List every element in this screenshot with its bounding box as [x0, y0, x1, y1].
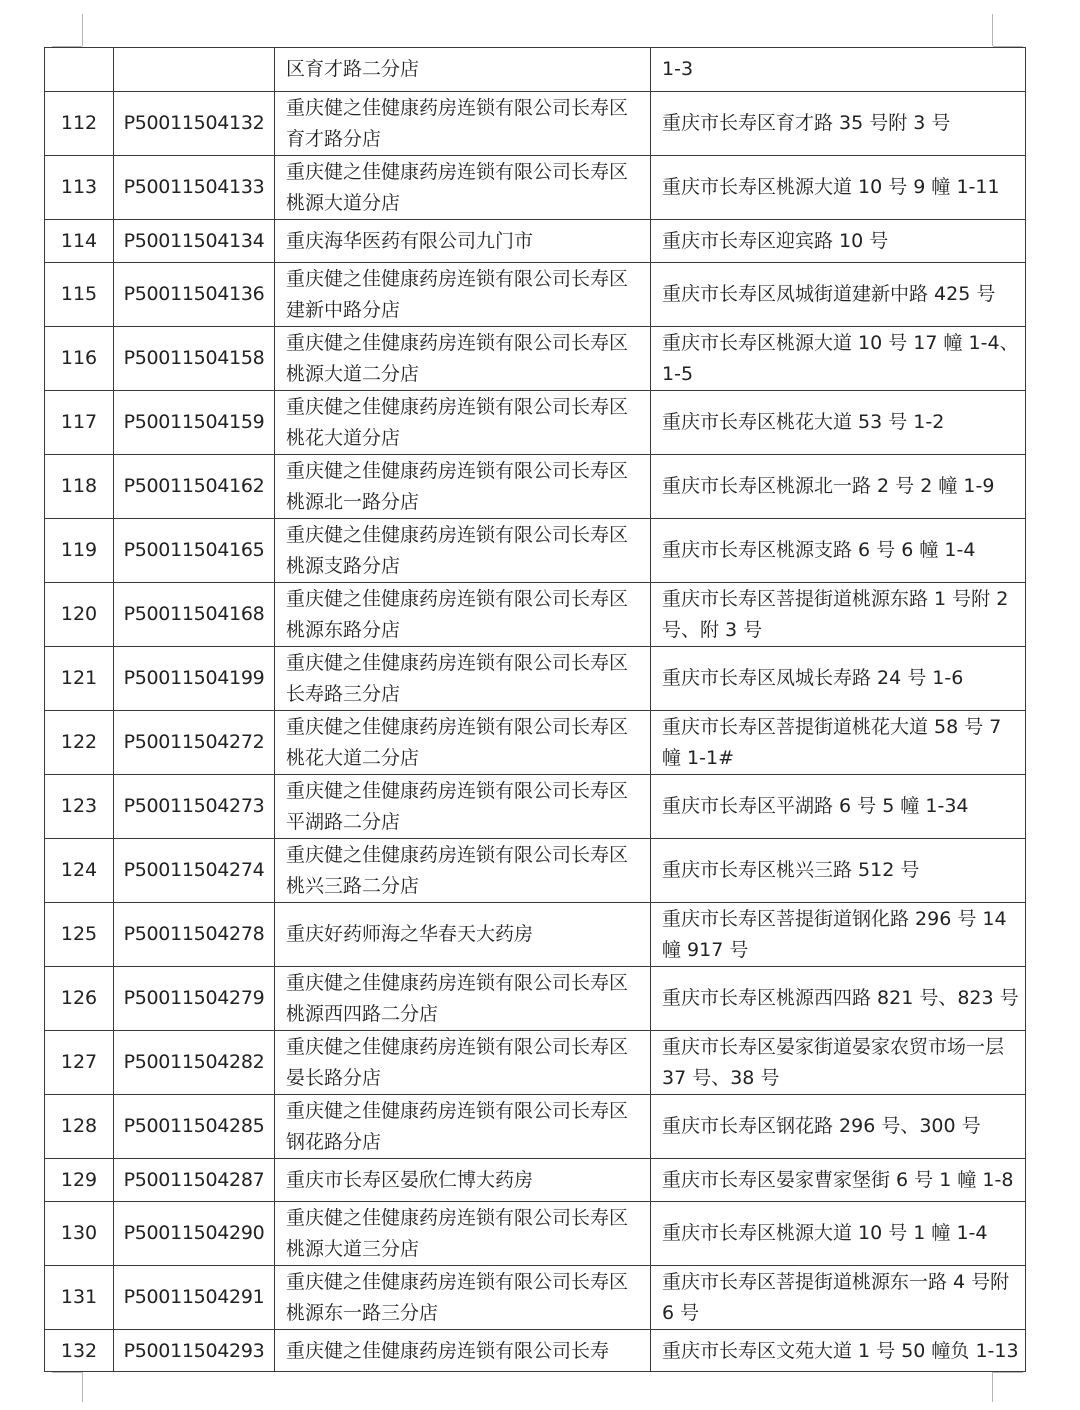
- table-row: [45, 1095, 1026, 1159]
- pharmacy-name-cell: 重庆健之佳健康药房连锁有限公司长寿区桃源大道分店: [275, 156, 651, 220]
- pharmacy-name-cell: 重庆海华医药有限公司九门市: [275, 220, 651, 263]
- address-cell: 重庆市长寿区桃兴三路 512 号: [651, 839, 1026, 903]
- table-row: [45, 92, 1026, 156]
- serial-number-cell: 117: [45, 391, 114, 455]
- code-cell: P50011504134: [114, 220, 275, 263]
- pharmacy-name-cell: 重庆健之佳健康药房连锁有限公司长寿: [275, 1330, 651, 1372]
- code-cell: P50011504273: [114, 775, 275, 839]
- table-row: [45, 1202, 1026, 1266]
- table-row: [45, 156, 1026, 220]
- serial-number-cell: 116: [45, 327, 114, 391]
- code-cell: P50011504293: [114, 1330, 275, 1372]
- table-row: [45, 455, 1026, 519]
- pharmacy-name-cell: 重庆健之佳健康药房连锁有限公司长寿区平湖路二分店: [275, 775, 651, 839]
- crop-mark-bottom-right-vertical: [992, 1372, 993, 1402]
- serial-number-cell: 127: [45, 1031, 114, 1095]
- address-cell: 重庆市长寿区文苑大道 1 号 50 幢负 1-13: [651, 1330, 1026, 1372]
- code-cell: P50011504159: [114, 391, 275, 455]
- crop-mark-top-right-vertical: [992, 14, 993, 46]
- serial-number-cell: 126: [45, 967, 114, 1031]
- table-row: [45, 1266, 1026, 1330]
- code-cell: P50011504282: [114, 1031, 275, 1095]
- table-row: [45, 967, 1026, 1031]
- table-row-continued: [45, 48, 1026, 92]
- address-cell: 重庆市长寿区菩提街道桃源东一路 4 号附 6 号: [651, 1266, 1026, 1330]
- code-cell: P50011504162: [114, 455, 275, 519]
- code-cell: P50011504287: [114, 1159, 275, 1202]
- address-cell: 重庆市长寿区晏家曹家堡街 6 号 1 幢 1-8: [651, 1159, 1026, 1202]
- table-row: [45, 220, 1026, 263]
- table-row: [45, 839, 1026, 903]
- serial-number-cell: 130: [45, 1202, 114, 1266]
- address-cell: 重庆市长寿区平湖路 6 号 5 幢 1-34: [651, 775, 1026, 839]
- serial-number-cell: 131: [45, 1266, 114, 1330]
- table-row: [45, 903, 1026, 967]
- pharmacy-name-cell: 重庆健之佳健康药房连锁有限公司长寿区桃源东路分店: [275, 583, 651, 647]
- code-cell: P50011504285: [114, 1095, 275, 1159]
- serial-number-cell: 132: [45, 1330, 114, 1372]
- code-cell: P50011504158: [114, 327, 275, 391]
- address-cell: 重庆市长寿区迎宾路 10 号: [651, 220, 1026, 263]
- table-row: [45, 1031, 1026, 1095]
- code-cell: P50011504136: [114, 263, 275, 327]
- pharmacy-name-cell: 重庆健之佳健康药房连锁有限公司长寿区钢花路分店: [275, 1095, 651, 1159]
- code-cell: P50011504168: [114, 583, 275, 647]
- pharmacy-name-cell: 重庆健之佳健康药房连锁有限公司长寿区桃源支路分店: [275, 519, 651, 583]
- serial-number-cell: 119: [45, 519, 114, 583]
- address-cell: 重庆市长寿区晏家街道晏家农贸市场一层 37 号、38 号: [651, 1031, 1026, 1095]
- address-cell: 1-3: [651, 48, 1026, 92]
- table-row: [45, 263, 1026, 327]
- address-cell: 重庆市长寿区桃源大道 10 号 9 幢 1-11: [651, 156, 1026, 220]
- pharmacy-name-cell: 重庆健之佳健康药房连锁有限公司长寿区桃花大道二分店: [275, 711, 651, 775]
- pharmacy-name-cell: 重庆市长寿区晏欣仁博大药房: [275, 1159, 651, 1202]
- code-cell: P50011504290: [114, 1202, 275, 1266]
- serial-number-cell: 118: [45, 455, 114, 519]
- code-cell: P50011504274: [114, 839, 275, 903]
- serial-number-cell: 120: [45, 583, 114, 647]
- serial-number-cell: 122: [45, 711, 114, 775]
- serial-number-cell: 121: [45, 647, 114, 711]
- pharmacy-name-cell: 重庆健之佳健康药房连锁有限公司长寿区桃源北一路分店: [275, 455, 651, 519]
- pharmacy-name-cell: 重庆健之佳健康药房连锁有限公司长寿区长寿路三分店: [275, 647, 651, 711]
- pharmacy-name-cell: 重庆健之佳健康药房连锁有限公司长寿区建新中路分店: [275, 263, 651, 327]
- address-cell: 重庆市长寿区桃花大道 53 号 1-2: [651, 391, 1026, 455]
- address-cell: 重庆市长寿区桃源西四路 821 号、823 号: [651, 967, 1026, 1031]
- serial-number-cell: 112: [45, 92, 114, 156]
- serial-number-cell: 124: [45, 839, 114, 903]
- pharmacy-name-cell: 重庆健之佳健康药房连锁有限公司长寿区桃源大道三分店: [275, 1202, 651, 1266]
- pharmacy-name-cell: 重庆健之佳健康药房连锁有限公司长寿区桃花大道分店: [275, 391, 651, 455]
- pharmacy-name-cell: 重庆好药师海之华春天大药房: [275, 903, 651, 967]
- crop-mark-bottom-right-horizontal: [993, 1372, 1023, 1373]
- code-cell: P50011504132: [114, 92, 275, 156]
- pharmacy-name-cell: 重庆健之佳健康药房连锁有限公司长寿区育才路分店: [275, 92, 651, 156]
- pharmacy-name-cell: 重庆健之佳健康药房连锁有限公司长寿区桃源大道二分店: [275, 327, 651, 391]
- pharmacy-name-cell: 重庆健之佳健康药房连锁有限公司长寿区晏长路分店: [275, 1031, 651, 1095]
- address-cell: 重庆市长寿区桃源大道 10 号 1 幢 1-4: [651, 1202, 1026, 1266]
- crop-mark-bottom-left-vertical: [82, 1372, 83, 1402]
- serial-number-cell: 125: [45, 903, 114, 967]
- address-cell: 重庆市长寿区育才路 35 号附 3 号: [651, 92, 1026, 156]
- code-cell: P50011504279: [114, 967, 275, 1031]
- serial-number-cell: 115: [45, 263, 114, 327]
- code-cell: [114, 48, 275, 92]
- table-row: [45, 775, 1026, 839]
- code-cell: P50011504278: [114, 903, 275, 967]
- pharmacy-name-cell: 区育才路二分店: [275, 48, 651, 92]
- address-cell: 重庆市长寿区钢花路 296 号、300 号: [651, 1095, 1026, 1159]
- code-cell: P50011504165: [114, 519, 275, 583]
- table-row: [45, 583, 1026, 647]
- table-row: [45, 391, 1026, 455]
- table-row: [45, 519, 1026, 583]
- address-cell: 重庆市长寿区桃源大道 10 号 17 幢 1-4、1-5: [651, 327, 1026, 391]
- pharmacy-name-cell: 重庆健之佳健康药房连锁有限公司长寿区桃源西四路二分店: [275, 967, 651, 1031]
- address-cell: 重庆市长寿区桃源支路 6 号 6 幢 1-4: [651, 519, 1026, 583]
- serial-number-cell: 129: [45, 1159, 114, 1202]
- crop-mark-bottom-left-horizontal: [52, 1372, 82, 1373]
- address-cell: 重庆市长寿区菩提街道桃源东路 1 号附 2 号、附 3 号: [651, 583, 1026, 647]
- serial-number-cell: 114: [45, 220, 114, 263]
- serial-number-cell: 128: [45, 1095, 114, 1159]
- pharmacy-name-cell: 重庆健之佳健康药房连锁有限公司长寿区桃兴三路二分店: [275, 839, 651, 903]
- table-row: [45, 711, 1026, 775]
- serial-number-cell: 123: [45, 775, 114, 839]
- address-cell: 重庆市长寿区桃源北一路 2 号 2 幢 1-9: [651, 455, 1026, 519]
- table-row: [45, 327, 1026, 391]
- serial-number-cell: [45, 48, 114, 92]
- code-cell: P50011504199: [114, 647, 275, 711]
- table-body: [45, 48, 1026, 1372]
- code-cell: P50011504272: [114, 711, 275, 775]
- address-cell: 重庆市长寿区菩提街道桃花大道 58 号 7 幢 1-1#: [651, 711, 1026, 775]
- address-cell: 重庆市长寿区凤城街道建新中路 425 号: [651, 263, 1026, 327]
- address-cell: 重庆市长寿区凤城长寿路 24 号 1-6: [651, 647, 1026, 711]
- code-cell: P50011504133: [114, 156, 275, 220]
- pharmacy-list-table: [44, 47, 1026, 1372]
- table-row: [45, 647, 1026, 711]
- serial-number-cell: 113: [45, 156, 114, 220]
- table-row: [45, 1330, 1026, 1372]
- pharmacy-name-cell: 重庆健之佳健康药房连锁有限公司长寿区桃源东一路三分店: [275, 1266, 651, 1330]
- address-cell: 重庆市长寿区菩提街道钢化路 296 号 14 幢 917 号: [651, 903, 1026, 967]
- crop-mark-top-left-vertical: [82, 14, 83, 46]
- table-row: [45, 1159, 1026, 1202]
- code-cell: P50011504291: [114, 1266, 275, 1330]
